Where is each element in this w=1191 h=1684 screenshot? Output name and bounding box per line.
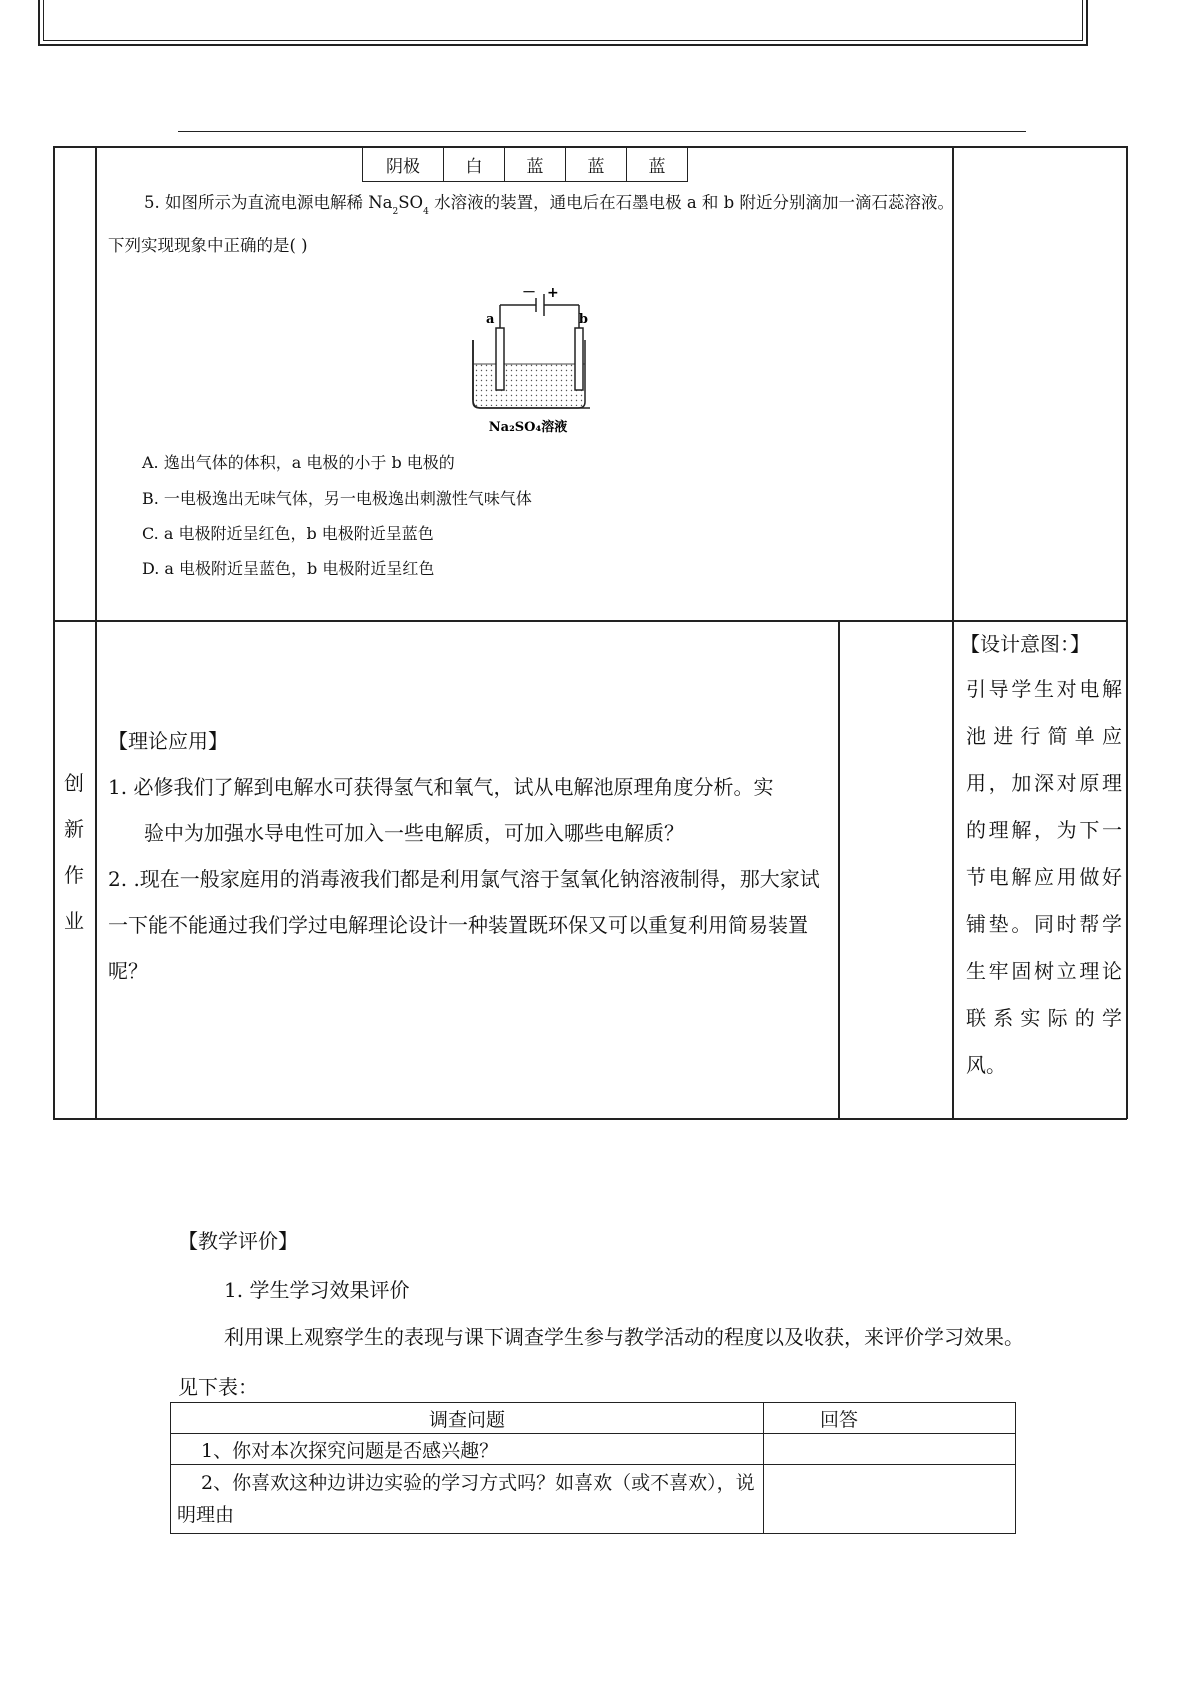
section-label-char: 创 [64,771,84,795]
design-title: 【设计意图：】 [960,632,1090,656]
option-a: A. 逸出气体的体积，a 电极的小于 b 电极的 [142,453,455,472]
electrode-b [575,328,583,390]
table-row [171,1465,1016,1534]
theory-item-2: 2. .现在一般家庭用的消毒液我们都是利用氯气溶于氢氧化钠溶液制得，那大家试一下能不能通过我们学过电解理论设计一种装置既环保又可以重复利用简易装置呢？ [108,867,820,983]
section-label [54,760,94,944]
theory-title: 【理论应用】 [108,729,228,753]
table-row [363,147,688,182]
section-label-char: 作 [64,863,84,887]
theory-application [108,718,834,994]
option-b: B. 一电极逸出无味气体，另一电极逸出刺激性气味气体 [142,489,532,508]
minus-sign: － [522,285,536,301]
header-frame [38,0,1088,46]
theory-item-1a: 1. 必修我们了解到电解水可获得氢气和氧气，试从电解池原理角度分析。实 [108,775,774,799]
electrolysis-diagram [470,284,590,440]
electrode-b-label: b [578,312,588,327]
subscript-4: 4 [423,207,429,217]
electrode-a [496,328,504,390]
theory-item-1b: 验中为加强水导电性可加入一些电解质，可加入哪些电解质？ [144,821,684,845]
table-cell: 白 [444,147,505,182]
design-text: 引导学生对电解池进行简单应用，加深对原理的理解，为下一节电解应用做好铺垫。同时帮学生牢固树立理论联系实际的学风。 [966,677,1122,1077]
table-cell: 蓝 [505,147,566,182]
solution-caption: Na₂SO₄溶液 [488,420,568,435]
table-cell: 蓝 [627,147,688,182]
question-5-lead: 5. 如图所示为直流电源电解稀 Na [144,193,393,212]
table-row [171,1403,1016,1434]
survey-answer-1 [764,1434,1016,1465]
electrode-color-table [362,146,688,182]
survey-answer-2 [764,1465,1016,1534]
subscript-2: 2 [392,207,399,217]
question-5-rest: 水溶液的装置，通电后在石墨电极 a 和 b 附近分别滴加一滴石蕊溶液。下列实现现象中正确的是( ) [108,193,954,255]
evaluation-item-1: 1. 学生学习效果评价 [224,1278,410,1302]
question-5-so: SO [398,193,424,212]
survey-table [170,1402,1016,1534]
question-5 [108,186,956,263]
header-rule [178,131,1026,132]
plus-sign: + [547,285,559,301]
survey-question-2: 2、你喜欢这种边讲边实验的学习方式吗？如喜欢（或不喜欢），说明理由 [171,1465,764,1534]
option-c: C. a 电极附近呈红色，b 电极附近呈蓝色 [142,524,434,543]
table-cell: 蓝 [566,147,627,182]
survey-question-1: 1、你对本次探究问题是否感兴趣？ [171,1434,764,1465]
table-row [171,1434,1016,1465]
table-cell: 阴极 [363,147,444,182]
section-label-char: 业 [64,909,84,933]
header-answer: 回答 [764,1403,1016,1434]
section-label-char: 新 [64,817,84,841]
electrode-a-label: a [486,312,495,327]
option-d: D. a 电极附近呈蓝色，b 电极附近呈红色 [142,559,435,578]
header-question: 调查问题 [171,1403,764,1434]
evaluation-title: 【教学评价】 [178,1229,298,1253]
evaluation-paragraph: 利用课上观察学生的表现与课下调查学生参与教学活动的程度以及收获，来评价学习效果。见下表： [178,1325,1024,1399]
